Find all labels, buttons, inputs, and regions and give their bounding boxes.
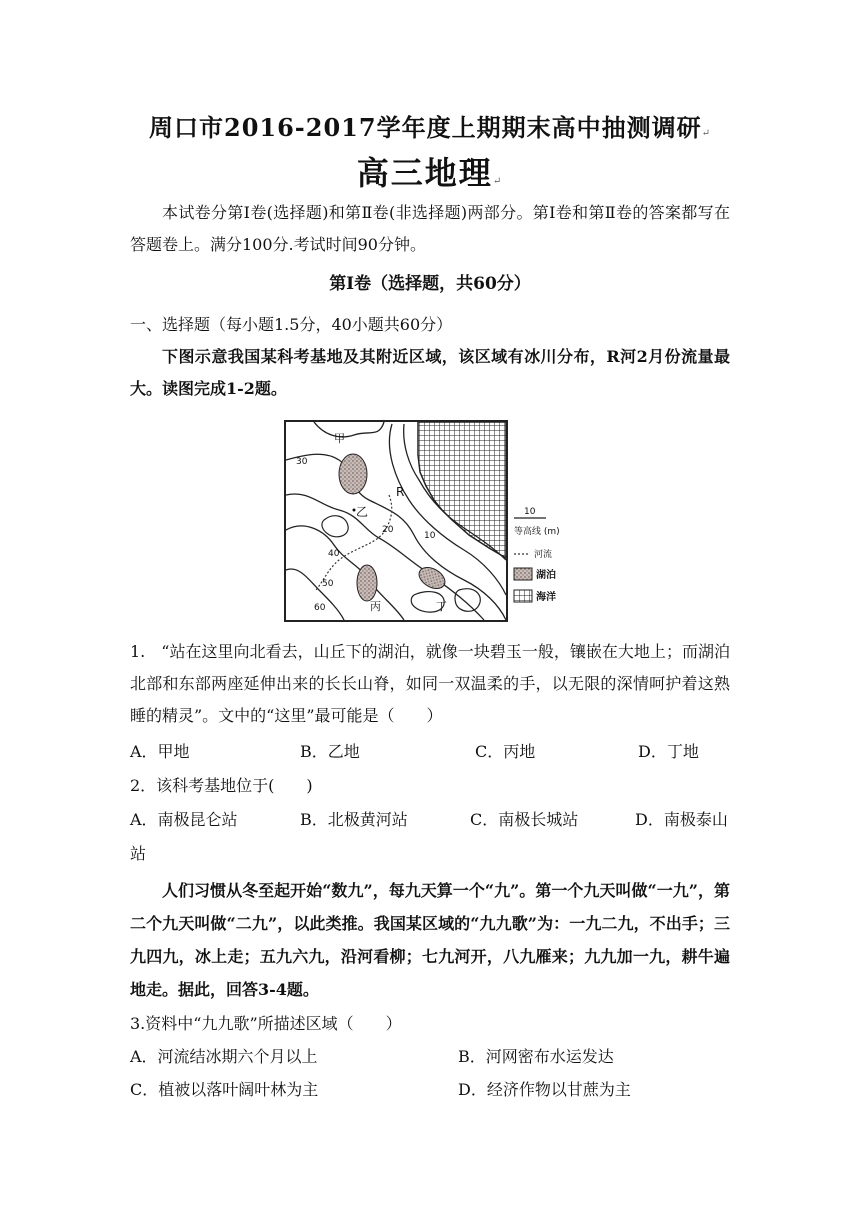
contour-label-40: 40 [328,549,340,559]
label-bing: 丙 [370,600,381,613]
label-river: R [396,485,405,499]
contour-label-50: 50 [322,579,334,589]
q3-option-d[interactable]: D．经济作物以甘蔗为主 [458,1080,631,1099]
question-3-options-row2 [130,1074,730,1106]
q1-option-a[interactable]: A．甲地 [130,742,190,761]
question-1-stem: 1. “站在这里向北看去，山丘下的湖泊，就像一块碧玉一般，镶嵌在大地上；而湖泊北部和东部两座延伸出来的长长山脊，如同一双温柔的手，以无限的深情呵护着这熟睡的精灵”。文中的“这里”最可能是（ ） [130,642,730,725]
return-mark-icon: ↵ [492,176,504,187]
q1-option-b[interactable]: B．乙地 [300,742,360,761]
return-mark-icon: ↵ [701,128,711,139]
legend-contour-text: 等高线 (m) [514,527,560,537]
contour-label-20: 20 [382,525,394,535]
label-ding: 丁 [436,600,447,613]
q3-option-b[interactable]: B．河网密布水运发达 [458,1047,614,1066]
part-title: 一、选择题（每小题1.5分，40小题共60分） [130,315,453,334]
contour-label-30: 30 [296,457,308,467]
q2-option-a[interactable]: A．南极昆仑站 [130,810,238,829]
exam-title: 周口市2016-2017学年度上期期末高中抽测调研↵ [149,113,711,142]
legend-lake-swatch [514,568,532,580]
question-2-options [130,804,730,836]
legend-contour-value: 10 [524,507,536,517]
question-3-stem: 3.资料中“九九歌”所描述区域（ ） [130,1014,402,1033]
question-3-options-row1 [130,1041,730,1073]
legend-sea-text: 海洋 [536,592,556,603]
q3-option-a[interactable]: A．河流结冰期六个月以上 [130,1047,318,1066]
q2-option-c[interactable]: C．南极长城站 [470,810,579,829]
question-2-stem: 2．该科考基地位于( ) [130,776,313,795]
q2-option-d[interactable]: D．南极泰山 [635,810,728,829]
subject-title: 高三地理↵ [356,154,504,192]
label-yi: 乙 [356,505,369,519]
q2-option-d-wrap: 站 [130,844,147,863]
lake-south [357,565,377,601]
legend-lake-text: 湖泊 [536,570,556,581]
intro-text: 本试卷分第Ⅰ卷(选择题)和第Ⅱ卷(非选择题)两部分。第Ⅰ卷和第Ⅱ卷的答案都写在答题卷上。满分100分.考试时间90分钟。 [130,203,730,254]
q1-option-c[interactable]: C．丙地 [475,742,536,761]
passage-1: 下图示意我国某科考基地及其附近区域，该区域有冰川分布，R河2月份流量最大。读图完成1-2题。 [130,347,730,398]
q1-option-d[interactable]: D．丁地 [638,742,699,761]
question-1-options [130,736,730,768]
point-yi [353,509,356,512]
label-jia: 甲 [334,432,345,445]
legend-river-text: 河流 [534,550,553,560]
legend-sea-swatch [514,590,532,602]
passage-2: 人们习惯从冬至起开始“数九”，每九天算一个“九”。第一个九天叫做“一九”，第二个九天叫做“二九”，以此类推。我国某区域的“九九歌”为：一九二九，不出手；三九四九，冰上走；五九六九，沿河看柳；七九河开，八九雁来；九九加一九，耕牛遍地走。据此，回答3-4题。 [130,881,730,999]
contour-label-10: 10 [424,531,436,541]
q2-option-b[interactable]: B．北极黄河站 [300,810,408,829]
q3-option-c[interactable]: C．植被以落叶阔叶林为主 [130,1080,319,1099]
research-base-map [284,420,576,622]
section-heading: 第Ⅰ卷（选择题，共60分） [329,274,531,294]
map-svg [284,420,576,622]
lake-north [339,454,367,494]
contour-label-60: 60 [314,603,326,613]
